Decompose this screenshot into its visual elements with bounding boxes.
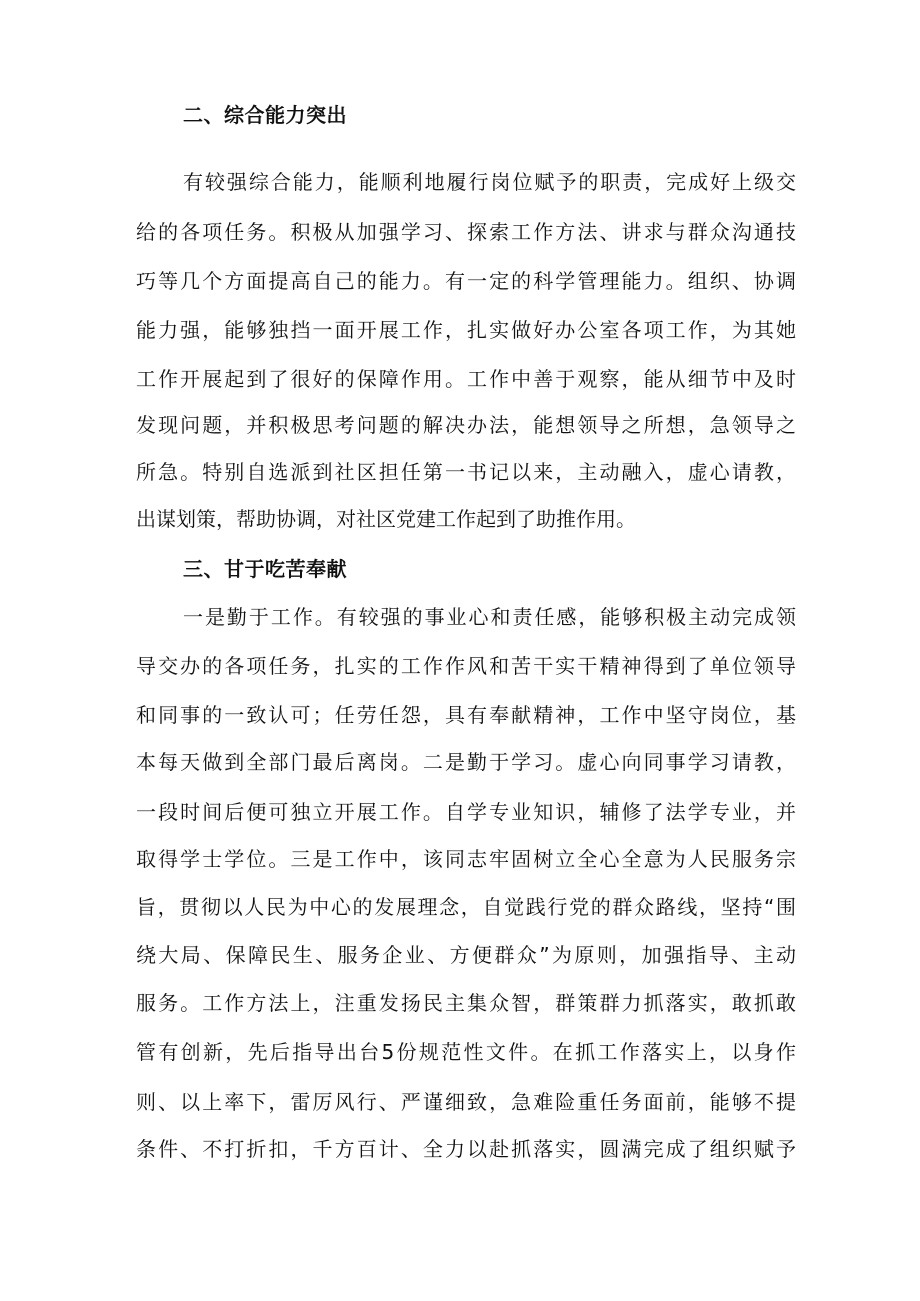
paragraph-line: 则、以上率下，雷厉风行、严谨细致，急难险重任务面前，能够不提 <box>136 1090 796 1114</box>
paragraph-line: 有较强综合能力，能顺利地履行岗位赋予的职责，完成好上级交 <box>183 170 796 194</box>
paragraph-line: 导交办的各项任务，扎实的工作作风和苦干实干精神得到了单位领导 <box>136 654 796 678</box>
paragraph-line: 条件、不打折扣，千方百计、全力以赴抓落实，圆满完成了组织赋予 <box>136 1137 796 1161</box>
paragraph-line: 和同事的一致认可；任劳任怨，具有奉献精神，工作中坚守岗位，基 <box>136 703 796 727</box>
paragraph-line: 旨，贯彻以人民为中心的发展理念，自觉践行党的群众路线，坚持“围 <box>136 895 796 919</box>
paragraph-line: 一段时间后便可独立开展工作。自学专业知识，辅修了法学专业，并 <box>136 800 796 824</box>
paragraph-line: 一是勤于工作。有较强的事业心和责任感，能够积极主动完成领 <box>183 605 796 629</box>
paragraph-line: 给的各项任务。积极从加强学习、探索工作方法、讲求与群众沟通技 <box>136 220 796 244</box>
paragraph-line: 所急。特别自选派到社区担任第一书记以来，主动融入，虚心请教， <box>136 460 796 484</box>
paragraph-line: 发现问题，并积极思考问题的解决办法，能想领导之所想，急领导之 <box>136 413 796 437</box>
paragraph-line: 出谋划策，帮助协调，对社区党建工作起到了助推作用。 <box>136 507 636 531</box>
paragraph-line: 工作开展起到了很好的保障作用。工作中善于观察，能从细节中及时 <box>136 367 796 391</box>
paragraph-line: 管有创新，先后指导出台5份规范性文件。在抓工作落实上，以身作 <box>136 1040 796 1064</box>
paragraph-line: 绕大局、保障民生、服务企业、方便群众”为原则，加强指导、主动 <box>136 943 796 967</box>
paragraph-line: 服务。工作方法上，注重发扬民主集众智，群策群力抓落实，敢抓敢 <box>136 991 796 1015</box>
paragraph-line: 能力强，能够独挡一面开展工作，扎实做好办公室各项工作，为其她 <box>136 318 796 342</box>
section-heading-3: 三、甘于吃苦奉献 <box>183 557 347 581</box>
paragraph-line: 取得学士学位。三是工作中，该同志牢固树立全心全意为人民服务宗 <box>136 847 796 871</box>
paragraph-line: 巧等几个方面提高自己的能力。有一定的科学管理能力。组织、协调 <box>136 269 796 293</box>
section-heading-2: 二、综合能力突出 <box>183 103 347 127</box>
paragraph-line: 本每天做到全部门最后离岗。二是勤于学习。虚心向同事学习请教， <box>136 750 796 774</box>
